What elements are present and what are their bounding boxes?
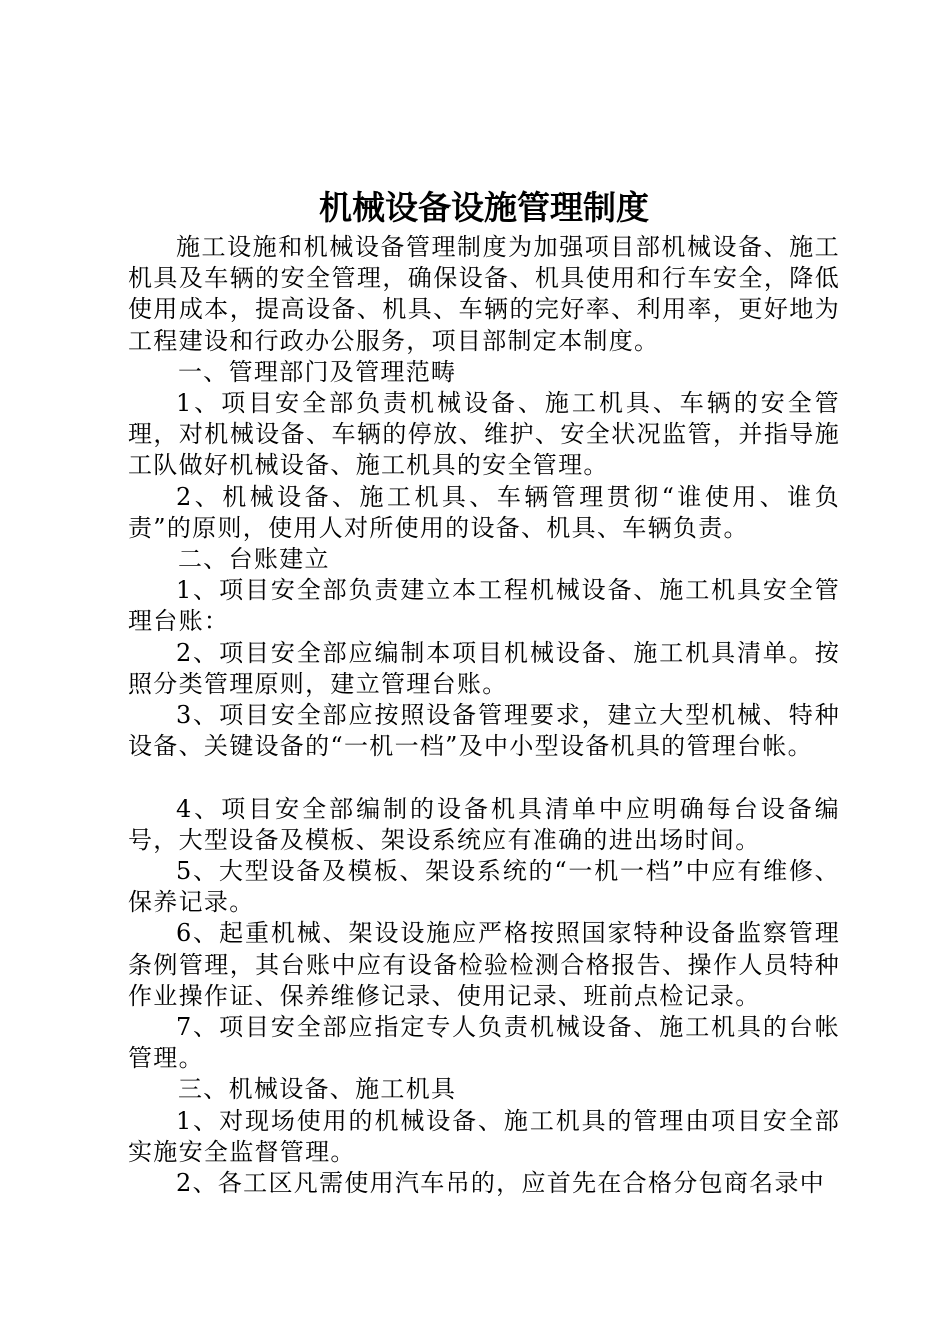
section-2-item-6: 6、起重机械、架设设施应严格按照国家特种设备监察管理条例管理，其台账中应有设备检验检测合格报告、操作人员特种作业操作证、保养维修记录、使用记录、班前点检记录。 [128,919,840,1010]
document-body [128,232,840,1199]
section-1-item-2: 2、机械设备、施工机具、车辆管理贯彻“谁使用、谁负责”的原则，使用人对所使用的设备、机具、车辆负责。 [128,482,840,542]
section-3-item-2: 2、各工区凡需使用汽车吊的，应首先在合格分包商名录中 [176,1169,826,1198]
section-3-item-1: 1、对现场使用的机械设备、施工机具的管理由项目安全部实施安全监督管理。 [128,1106,840,1166]
section-1-item-1: 1、项目安全部负责机械设备、施工机具、车辆的安全管理，对机械设备、车辆的停放、维护、安全状况监管，并指导施工队做好机械设备、施工机具的安全管理。 [128,389,840,480]
section-heading-3: 三、机械设备、施工机具 [178,1075,457,1104]
section-2-item-1: 1、项目安全部负责建立本工程机械设备、施工机具安全管理台账： [128,576,840,636]
section-heading-1: 一、管理部门及管理范畴 [178,357,457,386]
section-2-item-4: 4、项目安全部编制的设备机具清单中应明确每台设备编号，大型设备及模板、架设系统应有准确的进出场时间。 [128,794,840,854]
intro-paragraph: 施工设施和机械设备管理制度为加强项目部机械设备、施工机具及车辆的安全管理，确保设备、机具使用和行车安全，降低使用成本，提高设备、机具、车辆的完好率、利用率，更好地为工程建设和行政办公服务，项目部制定本制度。 [128,233,840,355]
section-2-item-5: 5、大型设备及模板、架设系统的“一机一档”中应有维修、保养记录。 [128,857,840,917]
section-heading-2: 二、台账建立 [178,545,330,574]
document-title: 机械设备设施管理制度 [319,188,649,227]
section-2-item-3: 3、项目安全部应按照设备管理要求，建立大型机械、特种设备、关键设备的“一机一档”及中小型设备机具的管理台帐。 [128,701,840,761]
section-2-item-2: 2、项目安全部应编制本项目机械设备、施工机具清单。按照分类管理原则，建立管理台账。 [128,638,840,698]
blank-line [128,762,840,793]
section-2-item-7: 7、项目安全部应指定专人负责机械设备、施工机具的台帐管理。 [128,1013,840,1073]
